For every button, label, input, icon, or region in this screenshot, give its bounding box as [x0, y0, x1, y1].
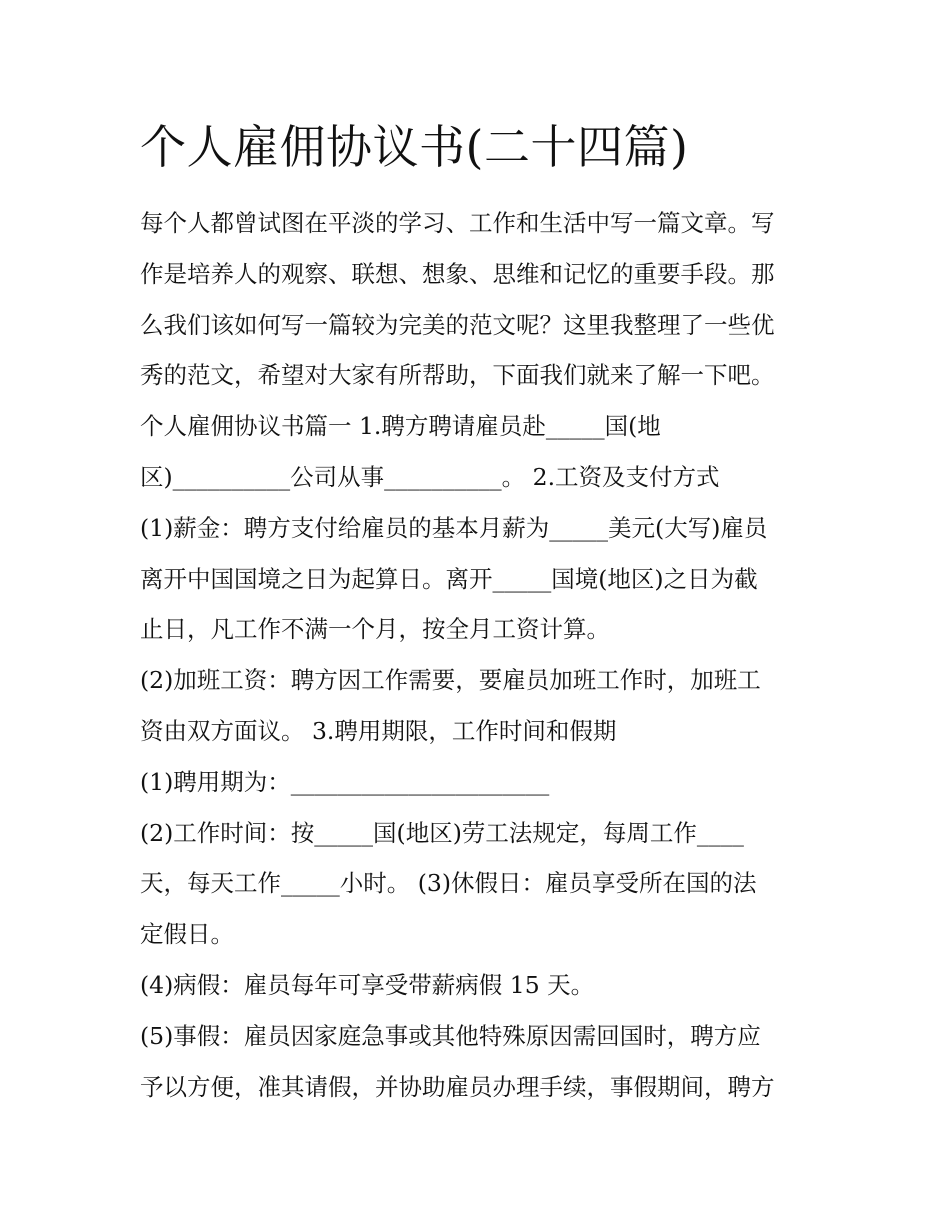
- body-line: (4)病假：雇员每年可享受带薪病假 15 天。: [140, 970, 595, 999]
- document-title: 个人雇佣协议书(二十四篇): [140, 120, 689, 174]
- document-body: [140, 198, 820, 1112]
- body-line: 区)__________公司从事__________。 2.工资及支付方式: [140, 462, 720, 491]
- body-line: (1)薪金：聘方支付给雇员的基本月薪为_____美元(大写)雇员: [140, 513, 768, 542]
- body-line: 资由双方面议。 3.聘用期限，工作时间和假期: [140, 716, 617, 745]
- body-line: 天，每天工作_____小时。 (3)休假日：雇员享受所在国的法: [140, 869, 757, 898]
- body-line: (2)加班工资：聘方因工作需要，要雇员加班工作时，加班工: [140, 666, 761, 695]
- body-line: (1)聘用期为：______________________: [140, 767, 550, 796]
- body-line: 每个人都曾试图在平淡的学习、工作和生活中写一篇文章。写: [140, 209, 775, 237]
- body-line: 定假日。: [140, 920, 234, 949]
- body-line: 离开中国国境之日为起算日。离开_____国境(地区)之日为截: [140, 564, 758, 593]
- body-line: 予以方便，准其请假，并协助雇员办理手续，事假期间，聘方: [140, 1072, 775, 1101]
- body-line: 个人雇佣协议书篇一 1.聘方聘请雇员赴_____国(地: [140, 412, 661, 441]
- body-line: (2)工作时间：按_____国(地区)劳工法规定，每周工作____: [140, 818, 744, 847]
- body-line: 么我们该如何写一篇较为完美的范文呢？这里我整理了一些优: [140, 310, 775, 339]
- body-line: 作是培养人的观察、联想、想象、思维和记忆的重要手段。那: [140, 259, 775, 288]
- body-line: (5)事假：雇员因家庭急事或其他特殊原因需回国时，聘方应: [140, 1021, 761, 1050]
- body-line: 止日，凡工作不满一个月，按全月工资计算。: [140, 615, 610, 644]
- body-line: 秀的范文，希望对大家有所帮助，下面我们就来了解一下吧。: [140, 361, 775, 390]
